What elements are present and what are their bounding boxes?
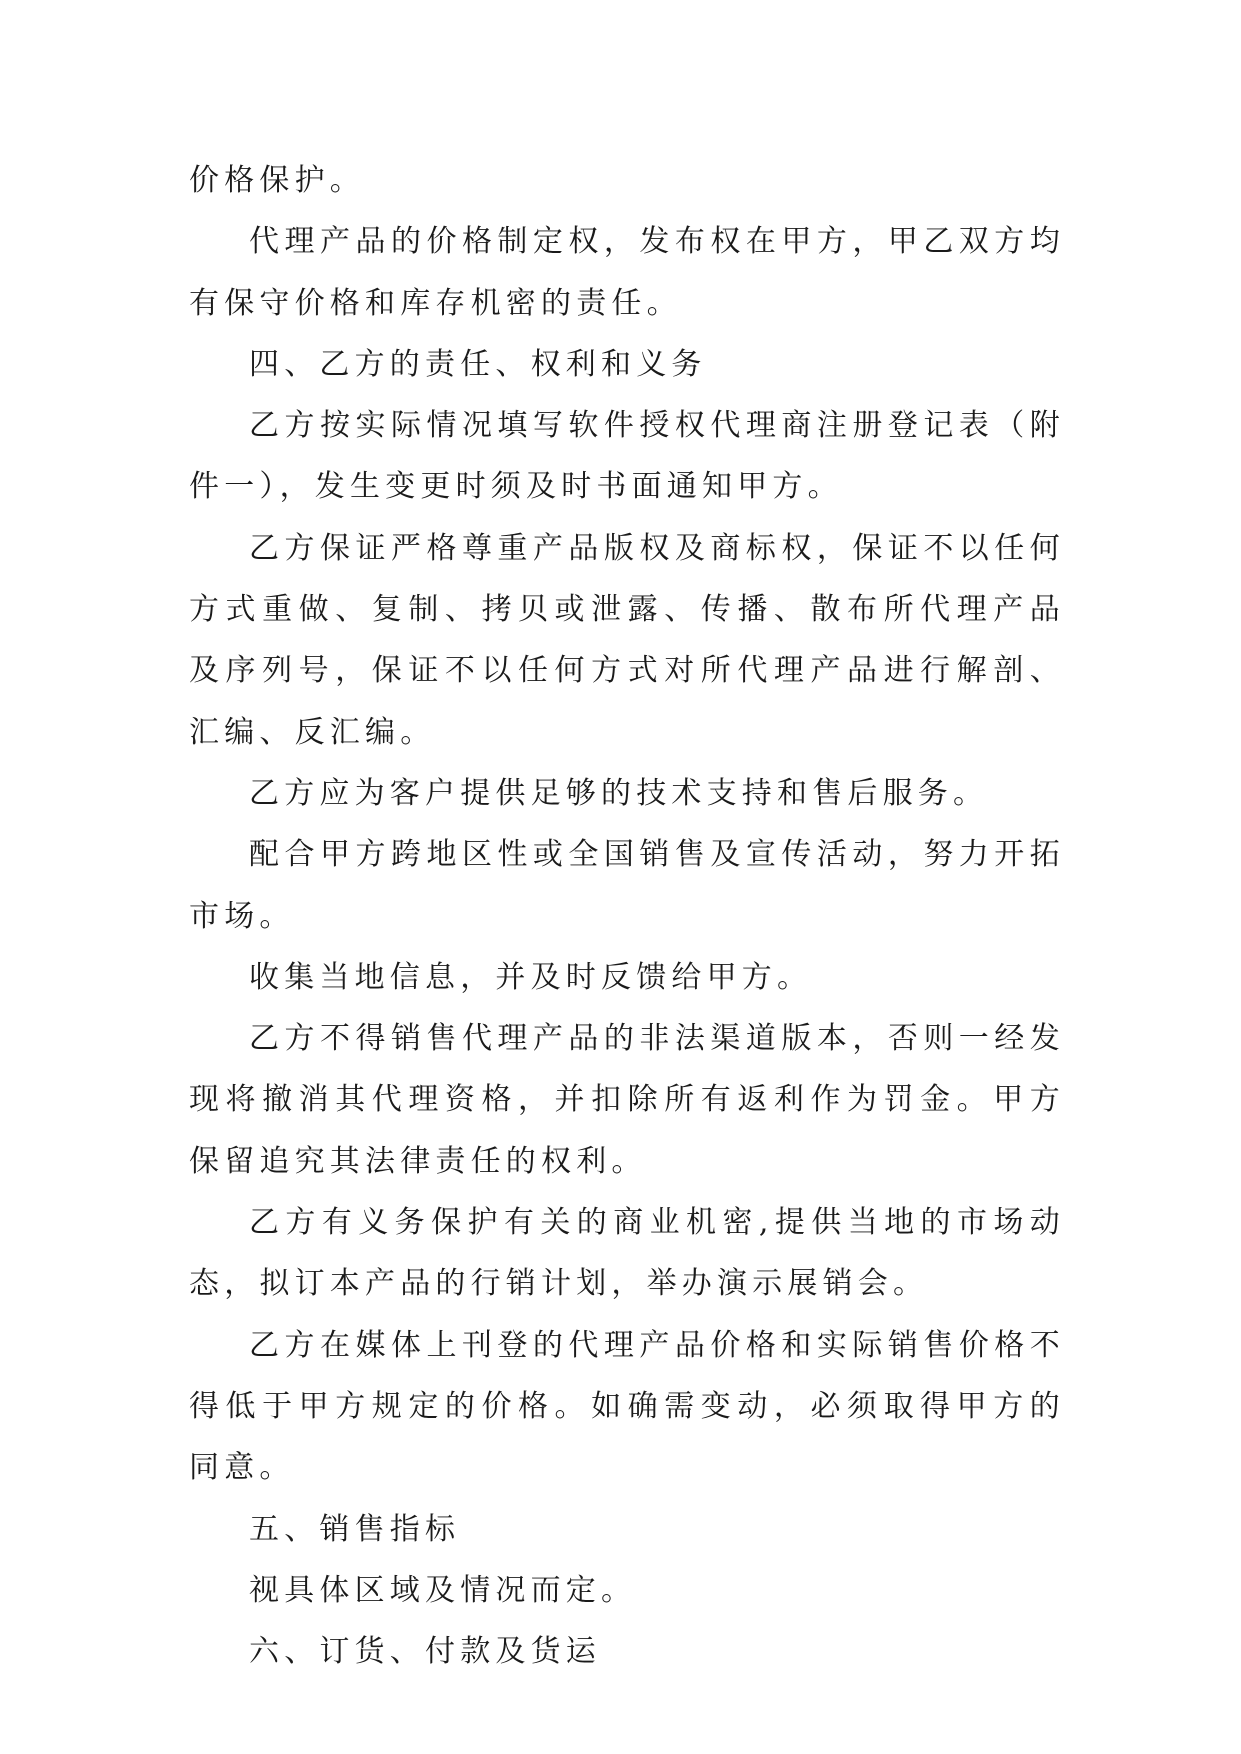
- paragraph-sales-promotion: 配合甲方跨地区性或全国销售及宣传活动，努力开拓市场。: [189, 837, 1065, 934]
- document-body: [189, 150, 1065, 1682]
- paragraph-media-pricing: 乙方在媒体上刊登的代理产品价格和实际销售价格不得低于甲方规定的价格。如确需变动，必须取得甲方的同意。: [189, 1327, 1065, 1486]
- section-heading-party-b-duties: 四、乙方的责任、权利和义务: [249, 346, 707, 382]
- paragraph-copyright-respect: 乙方保证严格尊重产品版权及商标权，保证不以任何方式重做、复制、拷贝或泄露、传播、散布所代理产品及序列号，保证不以任何方式对所代理产品进行解剖、汇编、反汇编。: [189, 530, 1065, 750]
- paragraph-price-protection: 价格保护。: [189, 163, 365, 198]
- paragraph-pricing-rights: 代理产品的价格制定权，发布权在甲方，甲乙双方均有保守价格和库存机密的责任。: [189, 224, 1065, 321]
- paragraph-illegal-versions: 乙方不得销售代理产品的非法渠道版本，否则一经发现将撤消其代理资格，并扣除所有返利作为罚金。甲方保留追究其法律责任的权利。: [189, 1021, 1065, 1179]
- section-heading-sales-targets: 五、销售指标: [249, 1511, 461, 1547]
- paragraph-registration-form: 乙方按实际情况填写软件授权代理商注册登记表（附件一），发生变更时须及时书面通知甲方。: [189, 408, 1065, 505]
- section-heading-ordering-payment: 六、订货、付款及货运: [249, 1634, 601, 1670]
- paragraph-customer-support: 乙方应为客户提供足够的技术支持和售后服务。: [249, 775, 989, 811]
- paragraph-trade-secrets: 乙方有义务保护有关的商业机密,提供当地的市场动态，拟订本产品的行销计划，举办演示展销会。: [189, 1205, 1065, 1302]
- paragraph-sales-targets-detail: 视具体区域及情况而定。: [249, 1572, 637, 1608]
- paragraph-local-info: 收集当地信息，并及时反馈给甲方。: [249, 959, 813, 995]
